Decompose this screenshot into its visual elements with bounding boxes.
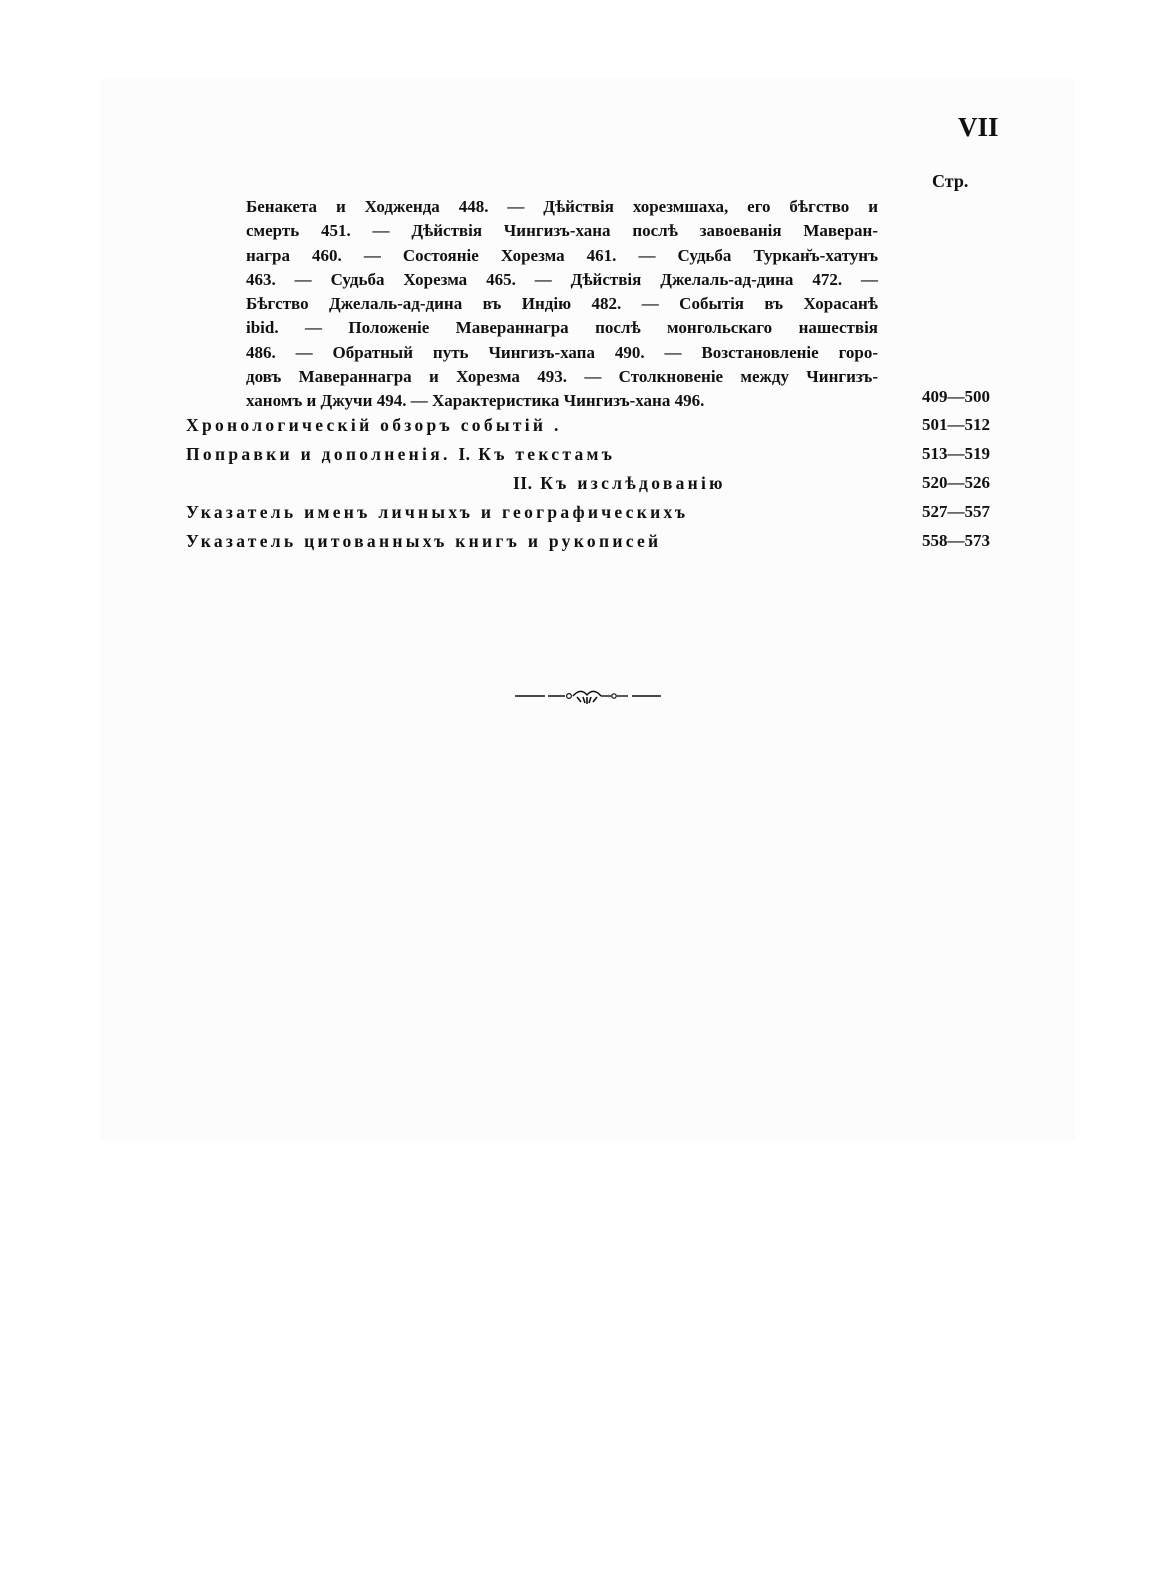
summary-line: Бѣгство Джелаль-ад-дина въ Индію 482. — Событія въ Хорасанѣ	[246, 294, 878, 314]
toc-entry-chronology	[186, 415, 562, 436]
summary-line: 486. — Обратный путь Чингизъ-хапа 490. — Возстановленіе горо-	[246, 342, 878, 362]
summary-line: 463. — Судьба Хорезма 465. — Дѣйствія Джелаль-ад-дина 472. —	[246, 269, 878, 289]
summary-line: довъ Мавераннагра и Хорезма 493. — Столкновеніе между Чингизъ-	[246, 367, 878, 387]
toc-entry-subtitle: Къ изслѣдованію	[540, 473, 726, 493]
toc-entry-corrections	[186, 444, 615, 465]
toc-entry-title: Указатель цитованныхъ книгъ и рукописей	[186, 531, 662, 551]
toc-entry-pages: 501—512	[922, 415, 990, 434]
summary-line: награ 460. — Состояніе Хорезма 461. — Судьба Туркан̆ъ-хатунъ	[246, 245, 878, 265]
toc-entry-pages: 520—526	[922, 473, 990, 492]
summary-page-range: 409—500	[922, 387, 990, 406]
pages-column-header: Стр.	[932, 171, 969, 191]
toc-entry-part-number: II.	[513, 473, 533, 493]
toc-entry-pages: 558—573	[922, 531, 990, 550]
page-number: VII	[958, 112, 999, 142]
toc-entry-title: Указатель именъ личныхъ и географическихъ	[186, 502, 689, 522]
continued-chapter-summary	[246, 195, 878, 414]
toc-entry-corrections-research	[513, 473, 726, 494]
toc-entry-subtitle: Къ текстамъ	[478, 444, 616, 464]
toc-entry-part-number: I.	[458, 444, 471, 464]
toc-entry-pages: 527—557	[922, 502, 990, 521]
summary-line: ханомъ и Джучи 494. — Характеристика Чингизъ-хана 496.	[246, 391, 705, 411]
summary-line: смерть 451. — Дѣйствія Чингизъ-хана послѣ завоеванія Маверан-	[246, 221, 878, 241]
toc-entry-names-index	[186, 502, 688, 523]
toc-entry-books-index	[186, 531, 661, 552]
toc-entry-title: Хронологическій обзоръ событій .	[186, 415, 562, 435]
summary-line: Бенакета и Ходжeнда 448. — Дѣйствія хорезмшаха, его бѣгство и	[246, 197, 878, 216]
toc-entry-pages: 513—519	[922, 444, 990, 463]
toc-entry-title: Поправки и дополненія.	[186, 444, 451, 464]
summary-line: ibid. — Положеніе Мавераннагра послѣ монгольскаго нашествія	[246, 318, 878, 338]
decorative-ornament	[515, 686, 661, 706]
